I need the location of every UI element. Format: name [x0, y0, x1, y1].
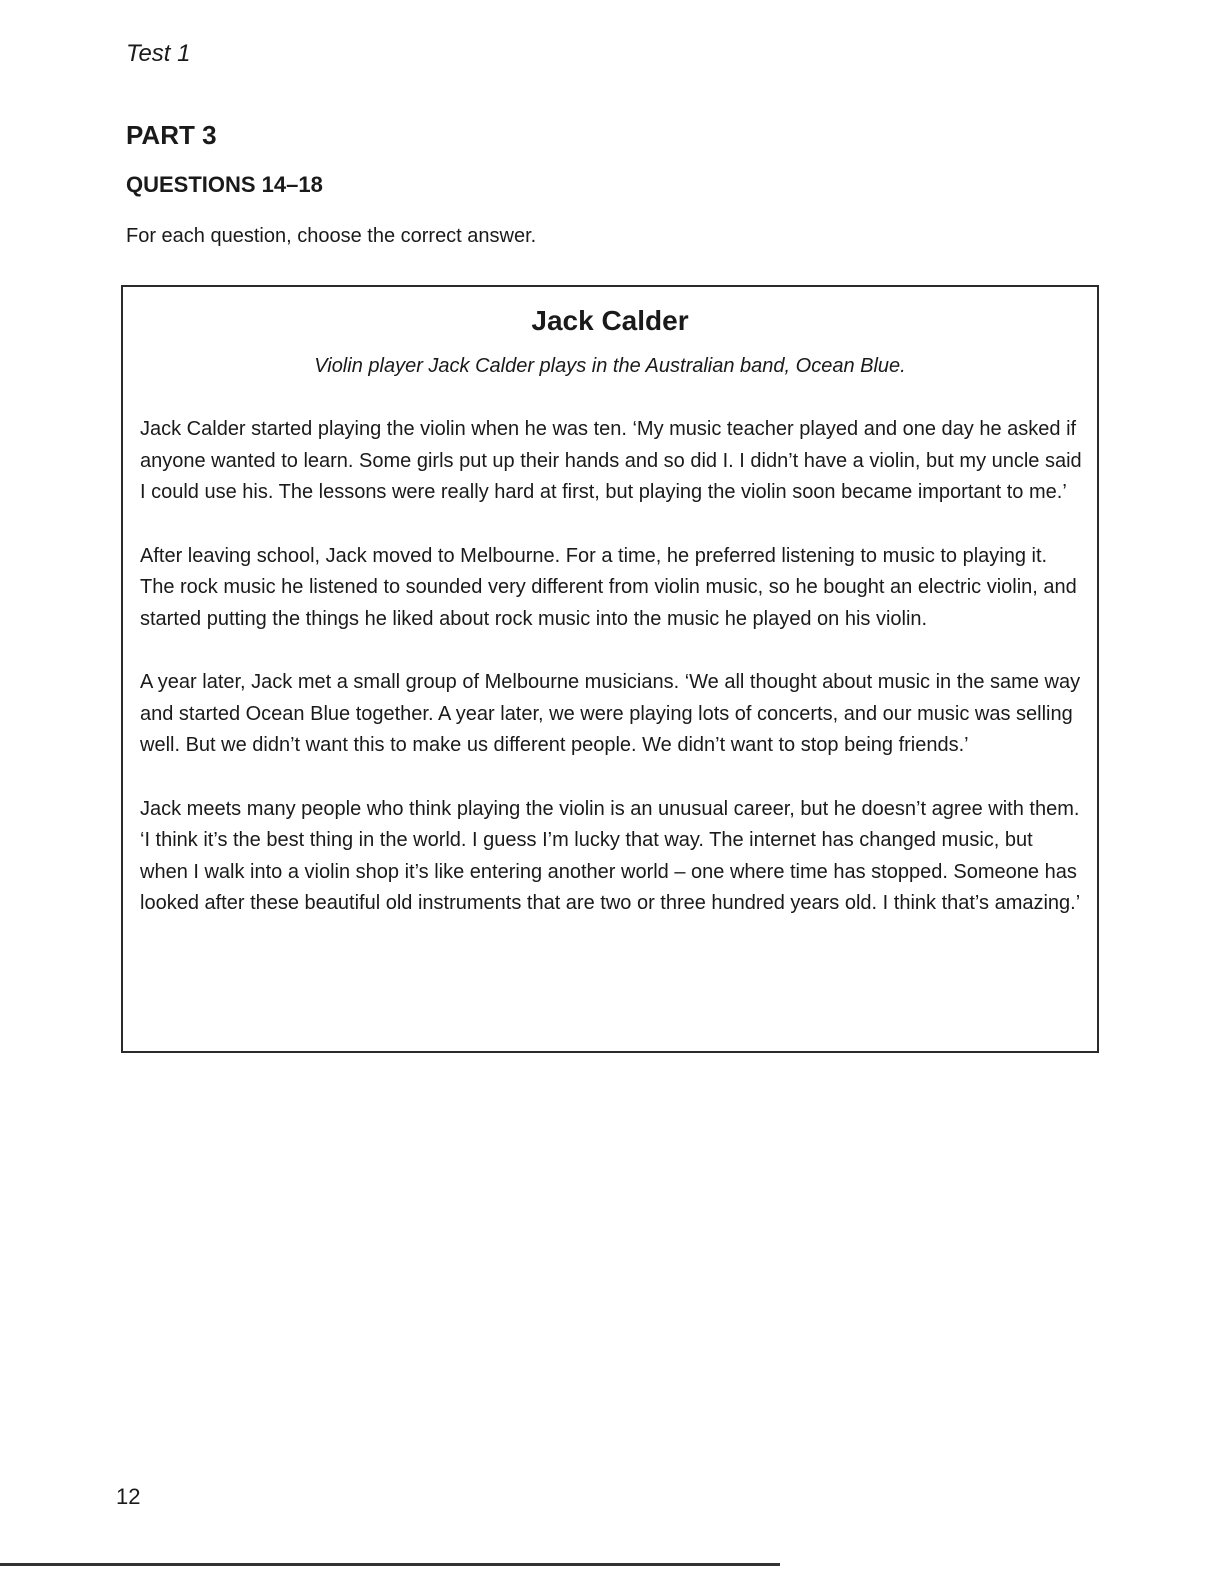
article-box	[121, 285, 1099, 1053]
questions-heading: QUESTIONS 14–18	[126, 172, 323, 197]
article-body	[140, 414, 1084, 952]
article-paragraph: After leaving school, Jack moved to Melbourne. For a time, he preferred listening to music to playing it. The rock music he listened to sounded very different from violin music, so he bought an electric violin, and started putting the things he liked about rock music into the music he played on his violin.	[140, 544, 1077, 630]
article-paragraph: Jack Calder started playing the violin when he was ten. ‘My music teacher played and one day he asked if anyone wanted to learn. Some girls put up their hands and so did I. I didn’t have a violin, but my uncle said I could use his. The lessons were really hard at first, but playing the violin soon became important to me.’	[140, 418, 1082, 503]
article-paragraph: A year later, Jack met a small group of Melbourne musicians. ‘We all thought about music in the same way and started Ocean Blue together. A year later, we were playing lots of concerts, and our music was selling well. But we didn’t want this to make us different people. We didn’t want to stop being friends.’	[140, 671, 1081, 756]
article-paragraph: Jack meets many people who think playing the violin is an unusual career, but he doesn’t agree with them. ‘I think it’s the best thing in the world. I guess I’m lucky that way. The internet has changed music, but when I walk into a violin shop it’s like entering another world – one where time has stopped. Someone has looked after these beautiful old instruments that are two or three hundred years old. I think that’s amazing.’	[140, 797, 1081, 914]
page-number: 12	[116, 1484, 141, 1509]
article-subtitle: Violin player Jack Calder plays in the Australian band, Ocean Blue.	[314, 355, 906, 377]
instruction-text: For each question, choose the correct answer.	[126, 225, 537, 247]
part-heading: PART 3	[126, 120, 217, 150]
article-title: Jack Calder	[531, 305, 689, 336]
running-head: Test 1	[126, 40, 191, 67]
bottom-divider	[0, 1563, 780, 1566]
